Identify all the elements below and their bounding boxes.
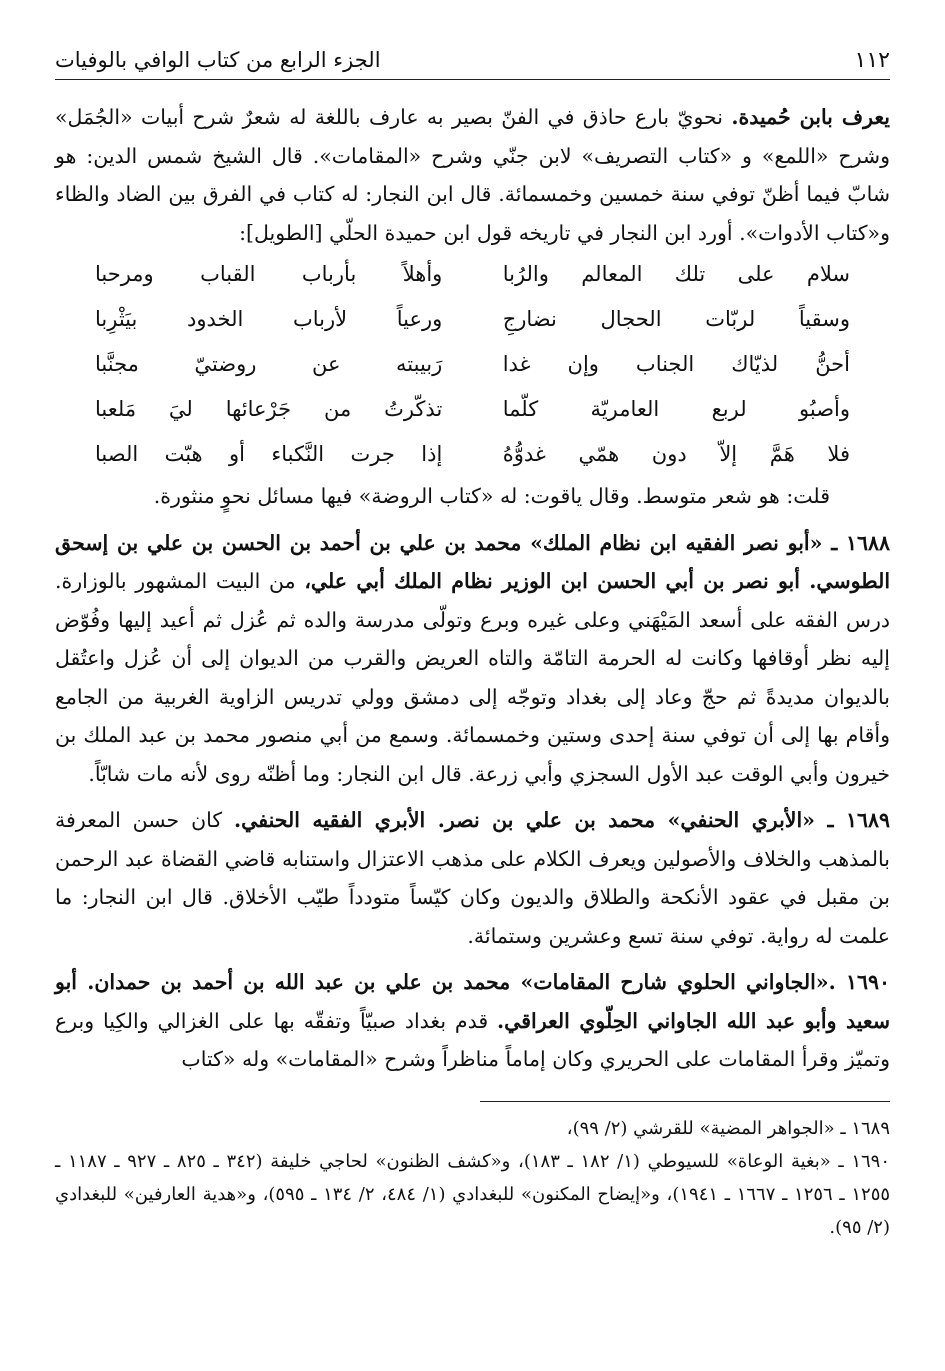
entry-text: كان حسن المعرفة بالمذهب والخلاف والأصولين ويعرف الكلام على مذهب الاعتزال واستنابه قاضي القضاة عبد الرحمن بن مقبل في عقود الأنكحة والطلاق والديون وكان كيّساً متودداً طيّب الأخلاق. قال ابن النجار: ما علمت له رواية. توفي سنة تسع وعشرين وستمائة. — [55, 808, 890, 948]
verse-second-hemistich: تذكّرتُ من جَرْعائها ليَ مَلعبا — [95, 397, 443, 421]
verse-first-hemistich: وأصبُو لربع العامريّة كلّما — [502, 397, 850, 421]
intro-text: نحويّ بارع حاذق في الفنّ بصير به عارف باللغة له شعرٌ شرح أبيات «الجُمَل» وشرح «اللمع» و «كتاب التصريف» لابن جنّي وشرح «المقامات». قال الشيخ شمس الدين: هو شابّ فيما أظنّ توفي سنة خمسين وخمسمائة. قال ابن النجار: له كتاب في الفرق بين الضاد والظاء و«كتاب الأدوات». أورد ابن النجار في تاريخه قول ابن حميدة الحلّي [الطويل]: — [55, 105, 890, 245]
intro-paragraph — [55, 98, 890, 252]
entry-subheading: أبو سعيد وأبو عبد الله الجاواني الحِلّوي العراقي. — [55, 970, 890, 1033]
entry-heading: ١٦٩٠ .«الجاواني الحلوي شارح المقامات» محمد بن علي بن عبد الله بن أحمد بن حمدان. — [87, 970, 890, 994]
footnotes — [55, 1112, 890, 1244]
verse-second-hemistich: رَبيبته عن روضتيّ مجنَّبا — [95, 352, 443, 376]
verse-line — [55, 297, 890, 342]
intro-bold-lead: يعرف بابن حُميدة. — [731, 105, 890, 129]
verse-line — [55, 252, 890, 297]
verse-line — [55, 432, 890, 477]
verse-second-hemistich: ورعياً لأرباب الخدود بيَثْرِبا — [95, 307, 443, 331]
page — [55, 48, 890, 1244]
entry-subheading: أبو نصر بن أبي الحسن ابن الوزير نظام الملك أبي علي، — [304, 569, 810, 593]
verse-line — [55, 342, 890, 387]
entry-text: من البيت المشهور بالوزارة. درس الفقه على أسعد المَيْهَني وعلى غيره وبرع وتولّى مدرسة والده ثم عُزل ثم أعيد إليها وفُوّض إليه نظر أوقافها وكانت له الحرمة التامّة والتاه العريض والقرب من الديوان إلى أن عُزل واعتُقل بالديوان مديدةً ثم حجّ وعاد إلى بغداد وتوجّه إلى دمشق وولي تدريس الزاوية الغربية من الجامع وأقام بها إلى أن توفي سنة إحدى وستين وخمسمائة. وسمع من أبي منصور محمد بن عبد الملك بن خيرون وأبي الوقت عبد الأول السجزي وأبي زرعة. قال ابن النجار: وما أظنّه روى لأنه مات شابّاً. — [55, 569, 890, 786]
entry-text: قدم بغداد صبيّاً وتفقّه بها على الغزالي والكِيا وبرع وتميّز وقرأ المقامات على الحريري وكان إماماً مناظراً وشرح «المقامات» وله «كتاب — [55, 1008, 890, 1071]
body-text — [55, 98, 890, 1079]
running-header — [55, 48, 890, 80]
entry-1689 — [55, 801, 890, 955]
verse-first-hemistich: فلا هَمَّ إلاّ دون همّي غدوُّهُ — [502, 442, 850, 466]
entry-heading: ١٦٨٩ ـ «الأبري الحنفي» محمد بن علي بن نصر. — [437, 808, 890, 832]
poem — [55, 252, 890, 477]
footnote: ١٦٩٠ ـ «بغية الوعاة» للسيوطي (١/ ١٨٢ ـ ١٨٣)، و«كشف الظنون» لحاجي خليفة (٣٤٢ ـ ٨٢٥ ـ ٩٢٧ ـ ١١٨٧ ـ ١٢٥٥ ـ ١٢٥٦ ـ ١٦٦٧ ـ ١٩٤١)، و«إيضاح المكنون» للبغدادي (١/ ٤٨٤، ٢/ ١٣٤ ـ ٥٩٥)، و«هدية العارفين» للبغدادي (٢/ ٩٥). — [55, 1150, 891, 1238]
entry-heading: ١٦٨٨ ـ «أبو نصر الفقيه ابن نظام الملك» محمد بن علي بن أحمد بن الحسن بن علي بن إسحق الطوسي. — [55, 530, 891, 593]
verse-second-hemistich: وأهلاً بأرباب القباب ومرحبا — [95, 262, 443, 286]
entry-1690 — [55, 963, 890, 1079]
footnote-divider — [480, 1101, 890, 1102]
author-note: قلت: هو شعر متوسط. وقال ياقوت: له «كتاب الروضة» فيها مسائل نحوٍ منثورة. — [153, 484, 830, 508]
verse-first-hemistich: وسقياً لربّات الحجال نضارجِ — [502, 307, 850, 331]
footnote: ١٦٨٩ ـ «الجواهر المضية» للقرشي (٢/ ٩٩)، — [566, 1117, 890, 1139]
verse-first-hemistich: سلام على تلك المعالم والرُبا — [502, 262, 850, 286]
entry-subheading: الأبري الفقيه الحنفي. — [234, 808, 438, 832]
entry-1688 — [55, 524, 890, 794]
verse-line — [55, 387, 890, 432]
running-title: الجزء الرابع من كتاب الوافي بالوفيات — [55, 48, 381, 72]
verse-first-hemistich: أحنُّ لذيّاك الجناب وإن غدا — [502, 352, 850, 376]
page-number: ١١٢ — [854, 48, 890, 73]
verse-second-hemistich: إذا جرت النَّكباء أو هبّت الصبا — [95, 442, 443, 466]
